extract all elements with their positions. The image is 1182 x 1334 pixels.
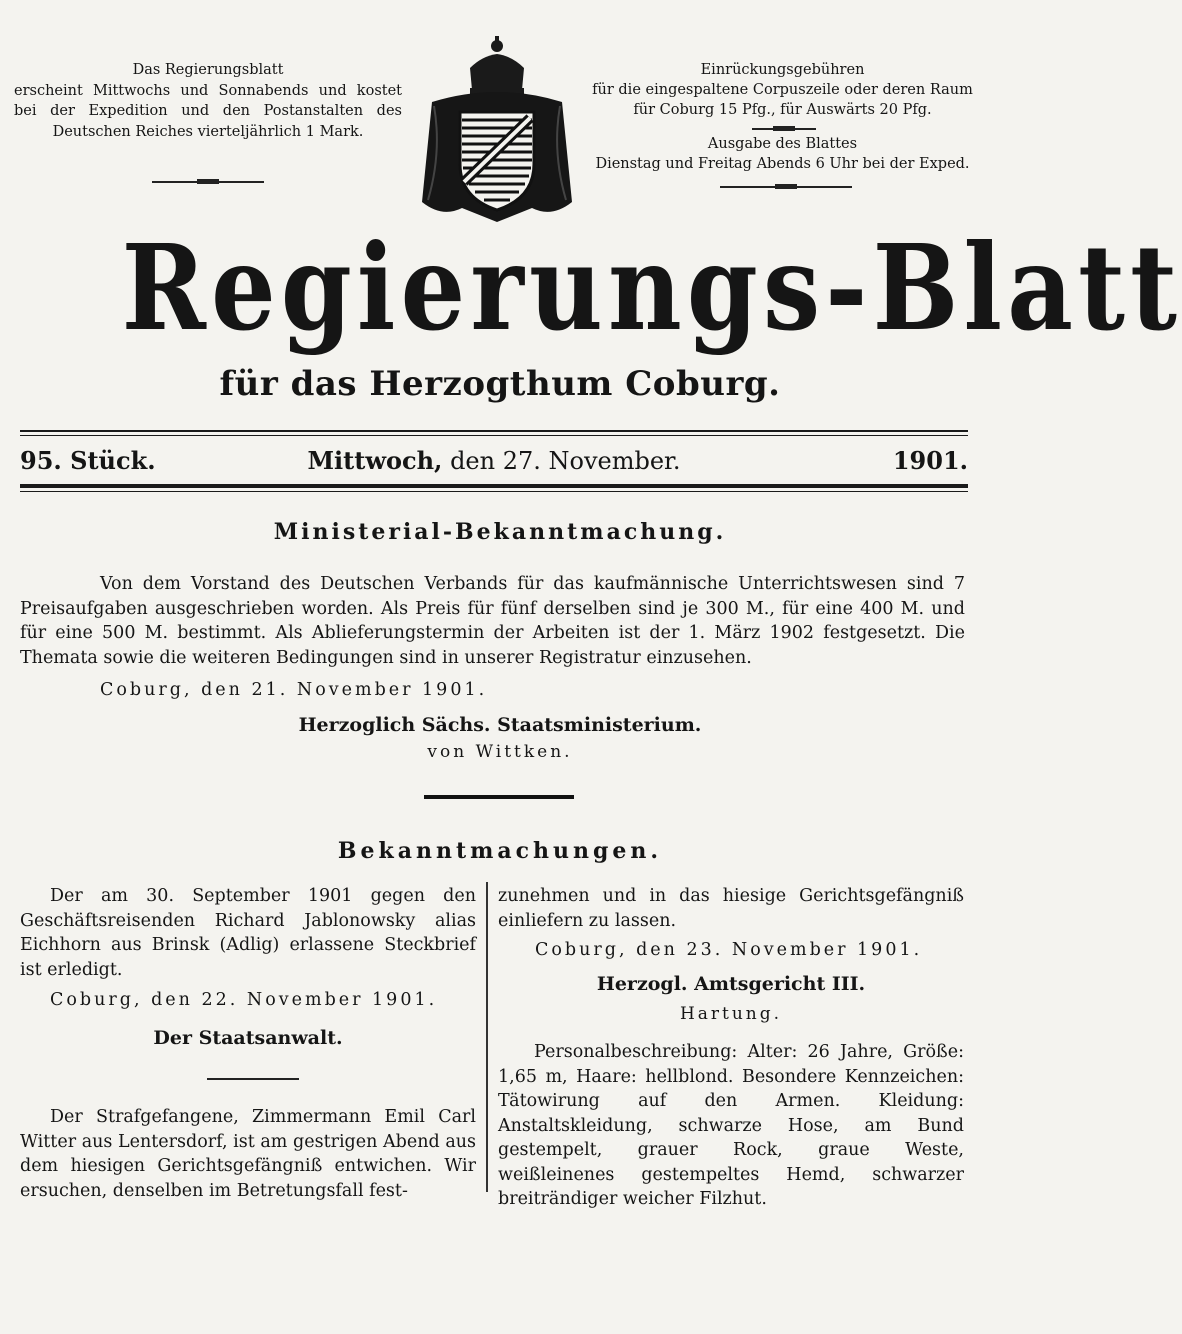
- schedule-line: Ausgabe des Blattes: [707, 136, 858, 152]
- subscription-line: Das Regierungsblatt: [132, 62, 284, 78]
- notice2-authority: Herzogl. Amtsgericht III.: [596, 973, 866, 995]
- coat-of-arms-icon: [412, 32, 582, 222]
- subscription-line: erscheint Mittwochs und Sonnabends und kostet: [14, 82, 402, 99]
- notices-heading: Bekanntmachungen.: [337, 838, 663, 864]
- column-divider: [486, 882, 488, 1192]
- notice-escaped-prisoner: Der Strafgefangene, Zimmermann Emil Carl Witter aus Lentersdorf, ist am gestrigen Abend aus dem hiesigen Gerichtsgefängniß entwichen. Wir ersuchen, denselben im Betretungsfall fest-: [20, 1107, 476, 1201]
- issue-number: 95. Stück.: [20, 446, 156, 475]
- personal-description: Personalbeschreibung: Alter: 26 Jahre, Größe: 1,65 m, Haare: hellblond. Besondere Kennzeichen: Tätowirung auf den Armen. Kleidung: Anstaltskleidung, schwarze Hose, am Bund gestempelt, grauer Rock, graue Weste, weißleinenes gestempeltes Hemd, schwarzer breiträndiger weicher Filzhut.: [498, 1042, 964, 1209]
- rule-top: [20, 430, 968, 432]
- issue-date: [20, 445, 968, 477]
- notice2-signature: Hartung.: [679, 1004, 783, 1024]
- ornament-divider: [152, 181, 264, 183]
- rule-bottom-thin: [20, 491, 968, 492]
- subscription-line: Deutschen Reiches vierteljährlich 1 Mark.: [52, 123, 364, 140]
- ministerial-heading: Ministerial-Bekanntmachung.: [273, 519, 727, 545]
- newspaper-subtitle: für das Herzogthum Coburg.: [219, 364, 781, 404]
- fee-line: Einrückungsgebühren: [700, 62, 865, 78]
- subscription-line: bei der Expedition und den Postanstalten des: [14, 103, 402, 119]
- ornament-divider: [752, 128, 816, 130]
- issue-year: 1901.: [892, 446, 968, 475]
- notice-separator: [207, 1078, 299, 1080]
- fee-line: für die eingespaltene Corpuszeile oder deren Raum: [592, 82, 973, 98]
- section-separator: [424, 795, 574, 799]
- notice2-place-date: Coburg, den 23. November 1901.: [535, 940, 923, 960]
- notice1-place-date: Coburg, den 22. November 1901.: [50, 990, 438, 1010]
- fee-line: für Coburg 15 Pfg., für Auswärts 20 Pfg.: [633, 102, 932, 118]
- ministerial-body: Von dem Vorstand des Deutschen Verbands für das kaufmännische Unterrichtswesen sind 7 Preisaufgaben ausgeschrieben worden. Als Preis für fünf derselben sind je 300 M., für eine 400 M. und für eine 500 M. bestimmt. Als Ablieferungstermin der Arbeiten ist der 1. März 1902 festgesetzt. Die Themata sowie die weiteren Bedingungen sind in unserer Registratur einzusehen.: [20, 574, 965, 668]
- issue-schedule: [585, 134, 980, 174]
- ornament-divider: [720, 186, 852, 188]
- ministerial-signature: von Wittken.: [427, 742, 573, 762]
- issue-line: [20, 445, 968, 477]
- ministerial-place-date: Coburg, den 21. November 1901.: [100, 680, 488, 700]
- rule-bottom: [20, 484, 968, 488]
- newspaper-title: Regierungs-Blatt: [121, 218, 1182, 357]
- schedule-line: Dienstag und Freitag Abends 6 Uhr bei der Exped.: [595, 156, 970, 172]
- subscription-info: [14, 60, 402, 142]
- notice-warrant-cancelled: Der am 30. September 1901 gegen den Geschäftsreisenden Richard Jablonowsky alias Eichhorn aus Brinsk (Adlig) erlassene Steckbrief ist erledigt.: [20, 886, 476, 980]
- issue-weekday: Mittwoch,: [307, 446, 443, 475]
- rule-top-thin: [20, 435, 968, 436]
- ministerial-authority: Herzoglich Sächs. Staatsministerium.: [298, 714, 702, 736]
- advertising-info: [585, 60, 980, 120]
- notice1-authority: Der Staatsanwalt.: [153, 1027, 343, 1049]
- notice-continuation: zunehmen und in das hiesige Gerichtsgefängniß einliefern zu lassen.: [498, 886, 964, 931]
- issue-day: den 27. November.: [450, 447, 681, 475]
